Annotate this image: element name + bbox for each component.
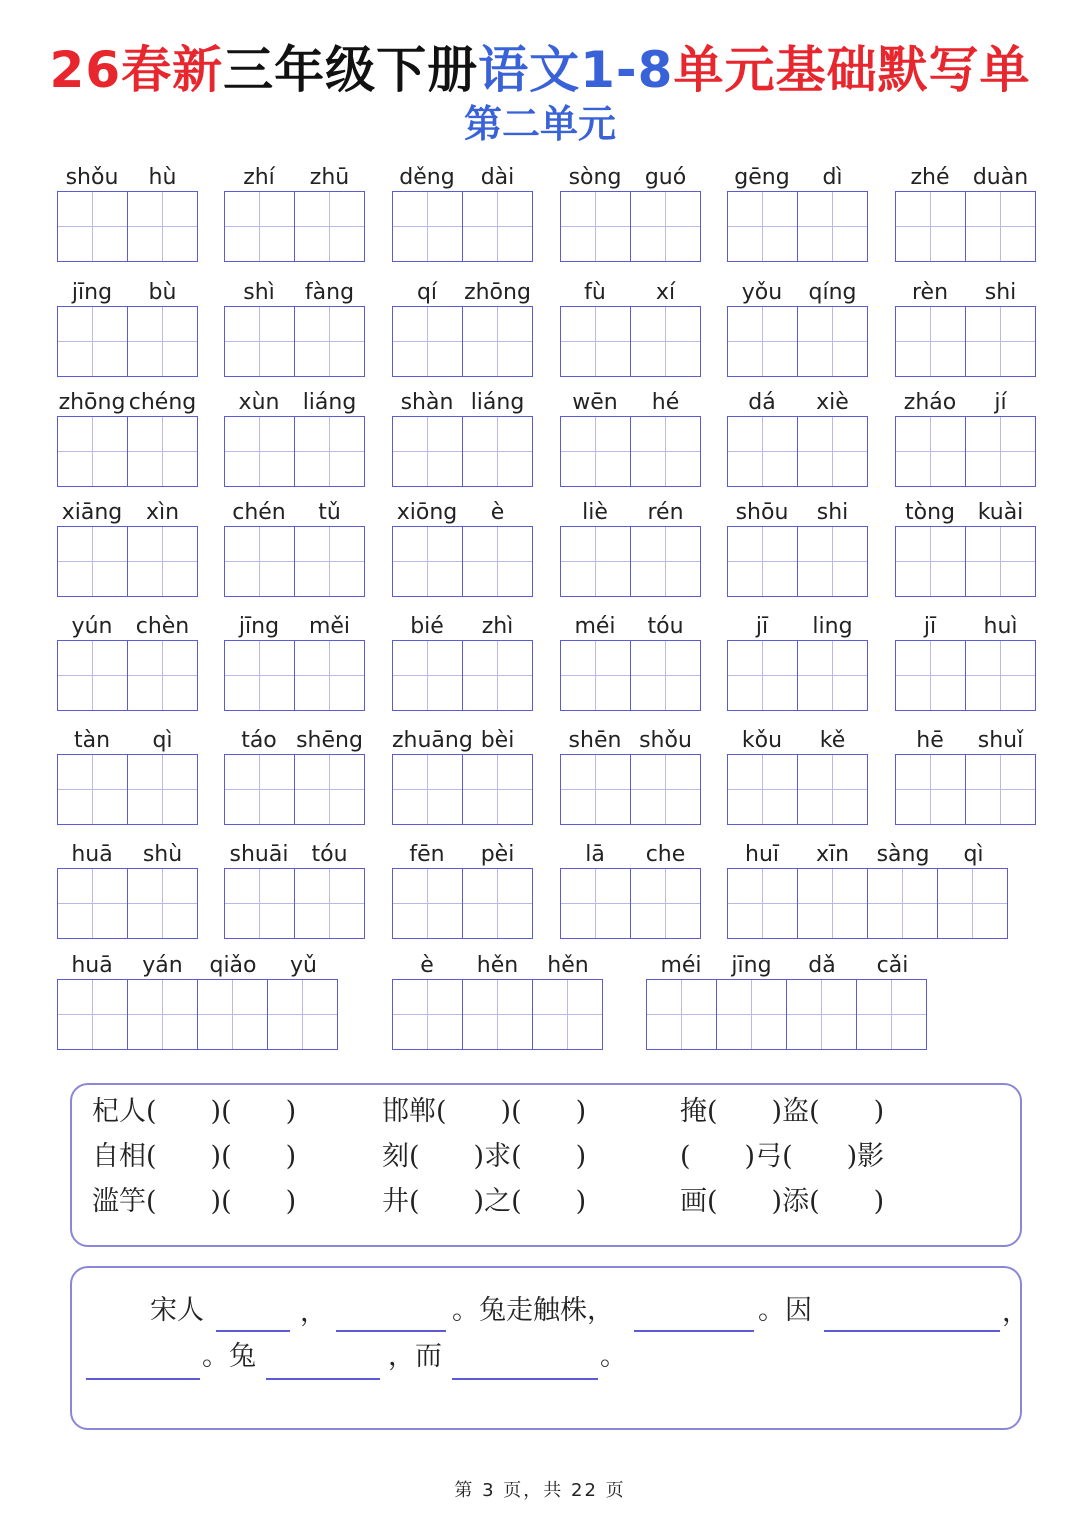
pinyin-syllable: dài bbox=[480, 165, 515, 190]
pinyin-syllable: qì bbox=[963, 842, 984, 867]
pinyin-syllable: wēn bbox=[572, 390, 618, 415]
story-blank[interactable] bbox=[216, 1330, 290, 1332]
writing-box[interactable] bbox=[561, 192, 631, 261]
pinyin-syllable: fù bbox=[584, 280, 606, 305]
pinyin-syllable: zhū bbox=[309, 165, 350, 190]
pinyin-syllable: měi bbox=[308, 614, 351, 639]
pinyin-syllable: xìn bbox=[145, 500, 180, 525]
pinyin-syllable: ling bbox=[812, 614, 853, 639]
pinyin-syllable: xiè bbox=[816, 390, 849, 415]
pinyin-syllable: méi bbox=[660, 953, 702, 978]
writing-box[interactable] bbox=[798, 307, 867, 376]
writing-box[interactable] bbox=[295, 192, 364, 261]
pinyin-syllable: jīng bbox=[71, 280, 113, 305]
pinyin-syllable: tòng bbox=[905, 500, 955, 525]
writing-box[interactable] bbox=[393, 755, 463, 824]
writing-box[interactable] bbox=[393, 641, 463, 710]
story-fill-box bbox=[70, 1266, 1029, 1430]
pinyin-syllable: jīng bbox=[731, 953, 772, 978]
pinyin-syllable: hěn bbox=[547, 953, 589, 978]
writing-box[interactable] bbox=[647, 980, 717, 1049]
pinyin-syllable: jīng bbox=[238, 614, 280, 639]
writing-box[interactable] bbox=[128, 869, 197, 938]
writing-box[interactable] bbox=[128, 755, 197, 824]
writing-box[interactable] bbox=[966, 641, 1035, 710]
writing-box[interactable] bbox=[561, 527, 631, 596]
story-text: 。 bbox=[600, 1341, 627, 1372]
pinyin-syllable: xiāng bbox=[61, 500, 123, 525]
idiom-item[interactable]: 自相( )( ) bbox=[92, 1141, 297, 1172]
pinyin-syllable: dǎ bbox=[808, 953, 836, 978]
writing-box[interactable] bbox=[798, 192, 867, 261]
writing-box[interactable] bbox=[225, 641, 295, 710]
writing-box[interactable] bbox=[966, 417, 1035, 486]
pinyin-syllable: qiǎo bbox=[209, 953, 257, 978]
pinyin-syllable: fàng bbox=[304, 280, 355, 305]
writing-box[interactable] bbox=[58, 641, 128, 710]
title-part-3: 语文1-8 bbox=[478, 41, 674, 99]
pinyin-syllable: tóu bbox=[647, 614, 684, 639]
pinyin-syllable: gēng bbox=[734, 165, 790, 190]
idiom-item[interactable]: 滥竽( )( ) bbox=[92, 1186, 297, 1217]
writing-box[interactable] bbox=[268, 980, 337, 1049]
pinyin-syllable: shì bbox=[243, 280, 275, 305]
writing-box[interactable] bbox=[295, 307, 364, 376]
writing-box[interactable] bbox=[225, 417, 295, 486]
writing-box[interactable] bbox=[717, 980, 787, 1049]
writing-box[interactable] bbox=[393, 869, 463, 938]
writing-box[interactable] bbox=[561, 641, 631, 710]
idiom-fill-box bbox=[70, 1083, 1022, 1247]
writing-box[interactable] bbox=[631, 869, 700, 938]
writing-box[interactable] bbox=[393, 980, 463, 1049]
idiom-item[interactable]: 画( )添( ) bbox=[680, 1186, 885, 1217]
writing-box[interactable] bbox=[728, 641, 798, 710]
pinyin-syllable: sàng bbox=[876, 842, 930, 867]
writing-box[interactable] bbox=[463, 641, 532, 710]
story-blank[interactable] bbox=[824, 1330, 1000, 1332]
writing-box[interactable] bbox=[631, 527, 700, 596]
writing-box[interactable] bbox=[463, 307, 532, 376]
writing-box[interactable] bbox=[631, 192, 700, 261]
pinyin-syllable: huī bbox=[745, 842, 779, 867]
writing-box[interactable] bbox=[58, 869, 128, 938]
writing-box[interactable] bbox=[128, 980, 198, 1049]
pinyin-syllable: shǒu bbox=[65, 165, 119, 190]
pinyin-syllable: chèn bbox=[135, 614, 190, 639]
pinyin-syllable: jī bbox=[923, 614, 937, 639]
story-text: 宋人 bbox=[150, 1295, 204, 1326]
writing-box[interactable] bbox=[225, 307, 295, 376]
story-text: 。因 bbox=[758, 1295, 812, 1326]
pinyin-syllable: rèn bbox=[911, 280, 949, 305]
pinyin-syllable: che bbox=[645, 842, 686, 867]
pinyin-syllable: zhé bbox=[910, 165, 950, 190]
writing-box[interactable] bbox=[561, 417, 631, 486]
pinyin-syllable: dì bbox=[822, 165, 843, 190]
writing-box[interactable] bbox=[631, 641, 700, 710]
writing-box[interactable] bbox=[728, 527, 798, 596]
pinyin-syllable: zhuāng bbox=[392, 728, 473, 753]
pinyin-syllable: chéng bbox=[128, 390, 197, 415]
writing-box[interactable] bbox=[728, 307, 798, 376]
writing-box[interactable] bbox=[393, 417, 463, 486]
pinyin-syllable: táo bbox=[241, 728, 277, 753]
writing-box[interactable] bbox=[631, 755, 700, 824]
pinyin-syllable: kuài bbox=[977, 500, 1024, 525]
title-part-4: 单元基础默写单 bbox=[673, 41, 1031, 99]
pinyin-syllable: zhì bbox=[481, 614, 514, 639]
writing-box[interactable] bbox=[966, 307, 1035, 376]
pinyin-syllable: yǒu bbox=[741, 280, 783, 305]
writing-box[interactable] bbox=[728, 192, 798, 261]
writing-box[interactable] bbox=[966, 527, 1035, 596]
story-text: ，而 bbox=[388, 1341, 442, 1372]
story-blank[interactable] bbox=[86, 1378, 200, 1380]
writing-box[interactable] bbox=[393, 192, 463, 261]
pinyin-syllable: jī bbox=[755, 614, 769, 639]
writing-box[interactable] bbox=[728, 869, 798, 938]
writing-box[interactable] bbox=[798, 755, 867, 824]
pinyin-syllable: yǔ bbox=[290, 953, 317, 978]
writing-box[interactable] bbox=[787, 980, 857, 1049]
pinyin-syllable: sòng bbox=[568, 165, 622, 190]
story-blank[interactable] bbox=[336, 1330, 446, 1332]
pinyin-syllable: qí bbox=[416, 280, 438, 305]
pinyin-syllable: guó bbox=[644, 165, 687, 190]
idiom-item[interactable]: 邯郸( )( ) bbox=[382, 1096, 587, 1127]
writing-box[interactable] bbox=[225, 527, 295, 596]
writing-box[interactable] bbox=[798, 641, 867, 710]
writing-box[interactable] bbox=[295, 755, 364, 824]
pinyin-syllable: shù bbox=[142, 842, 183, 867]
pinyin-syllable: shi bbox=[984, 280, 1017, 305]
writing-box[interactable] bbox=[58, 527, 128, 596]
writing-box[interactable] bbox=[728, 755, 798, 824]
pinyin-syllable: shàn bbox=[400, 390, 454, 415]
story-blank[interactable] bbox=[266, 1378, 380, 1380]
page-footer: 第 3 页，共 22 页 bbox=[454, 1480, 626, 1501]
writing-box[interactable] bbox=[896, 641, 966, 710]
pinyin-syllable: bié bbox=[410, 614, 444, 639]
idiom-item[interactable]: 刻( )求( ) bbox=[382, 1141, 587, 1172]
pinyin-syllable: xùn bbox=[238, 390, 280, 415]
idiom-item[interactable]: 井( )之( ) bbox=[382, 1186, 587, 1217]
pinyin-syllable: yán bbox=[142, 953, 183, 978]
writing-box[interactable] bbox=[463, 527, 532, 596]
writing-box[interactable] bbox=[198, 980, 268, 1049]
pinyin-syllable: è bbox=[420, 953, 434, 978]
pinyin-syllable: kǒu bbox=[741, 728, 783, 753]
pinyin-syllable: liáng bbox=[470, 390, 525, 415]
writing-box[interactable] bbox=[58, 192, 128, 261]
writing-box[interactable] bbox=[128, 192, 197, 261]
pinyin-syllable: kě bbox=[819, 728, 846, 753]
pinyin-syllable: hé bbox=[651, 390, 680, 415]
writing-box[interactable] bbox=[128, 417, 197, 486]
pinyin-syllable: xí bbox=[655, 280, 676, 305]
pinyin-syllable: qì bbox=[152, 728, 173, 753]
pinyin-syllable: zhí bbox=[243, 165, 275, 190]
pinyin-syllable: lā bbox=[585, 842, 605, 867]
pinyin-syllable: è bbox=[490, 500, 505, 525]
pinyin-syllable: shuāi bbox=[229, 842, 289, 867]
pinyin-syllable: huā bbox=[71, 953, 113, 978]
pinyin-syllable: hù bbox=[148, 165, 177, 190]
writing-box[interactable] bbox=[58, 307, 128, 376]
writing-box[interactable] bbox=[966, 755, 1035, 824]
writing-box[interactable] bbox=[58, 755, 128, 824]
pinyin-syllable: tǔ bbox=[318, 500, 341, 525]
writing-box[interactable] bbox=[463, 192, 532, 261]
pinyin-syllable: huì bbox=[983, 614, 1018, 639]
writing-box[interactable] bbox=[561, 869, 631, 938]
writing-box[interactable] bbox=[58, 980, 128, 1049]
pinyin-syllable: xīn bbox=[815, 842, 850, 867]
writing-box[interactable] bbox=[868, 869, 938, 938]
writing-box[interactable] bbox=[463, 980, 533, 1049]
pinyin-syllable: jí bbox=[994, 390, 1007, 415]
writing-box[interactable] bbox=[857, 980, 926, 1049]
writing-box[interactable] bbox=[463, 755, 532, 824]
pinyin-syllable: duàn bbox=[972, 165, 1029, 190]
pinyin-syllable: zhōng bbox=[464, 280, 531, 305]
writing-box[interactable] bbox=[798, 869, 868, 938]
writing-box[interactable] bbox=[58, 417, 128, 486]
pinyin-syllable: zhōng bbox=[58, 390, 126, 415]
writing-box[interactable] bbox=[225, 755, 295, 824]
pinyin-syllable: huā bbox=[71, 842, 113, 867]
pinyin-syllable: shēng bbox=[296, 728, 363, 753]
story-text: ， bbox=[300, 1297, 327, 1328]
pinyin-syllable: xiōng bbox=[396, 500, 458, 525]
idiom-item[interactable]: 杞人( )( ) bbox=[92, 1096, 297, 1127]
pinyin-syllable: shi bbox=[816, 500, 849, 525]
writing-box[interactable] bbox=[631, 307, 700, 376]
writing-box[interactable] bbox=[128, 527, 197, 596]
pinyin-syllable: shōu bbox=[735, 500, 789, 525]
writing-box[interactable] bbox=[728, 417, 798, 486]
writing-box[interactable] bbox=[896, 192, 966, 261]
pinyin-syllable: tàn bbox=[73, 728, 111, 753]
writing-box[interactable] bbox=[896, 755, 966, 824]
writing-box[interactable] bbox=[295, 869, 364, 938]
writing-box[interactable] bbox=[896, 307, 966, 376]
pinyin-syllable: liáng bbox=[302, 390, 357, 415]
writing-box[interactable] bbox=[463, 869, 532, 938]
pinyin-syllable: fēn bbox=[409, 842, 445, 867]
story-text: ， bbox=[1002, 1297, 1029, 1328]
pinyin-syllable: méi bbox=[574, 614, 616, 639]
writing-box[interactable] bbox=[393, 527, 463, 596]
pinyin-syllable: dá bbox=[748, 390, 776, 415]
writing-box[interactable] bbox=[966, 192, 1035, 261]
pinyin-syllable: tóu bbox=[311, 842, 348, 867]
pinyin-syllable: bèi bbox=[480, 728, 515, 753]
writing-box[interactable] bbox=[896, 417, 966, 486]
writing-box[interactable] bbox=[938, 869, 1007, 938]
writing-box[interactable] bbox=[128, 641, 197, 710]
story-blank[interactable] bbox=[634, 1330, 754, 1332]
title-part-2: 三年级下册 bbox=[223, 41, 479, 99]
pinyin-syllable: pèi bbox=[480, 842, 515, 867]
pinyin-syllable: hěn bbox=[476, 953, 519, 978]
pinyin-syllable: děng bbox=[399, 165, 455, 190]
pinyin-syllable: yún bbox=[71, 614, 113, 639]
pinyin-syllable: shǒu bbox=[639, 728, 692, 753]
writing-box[interactable] bbox=[798, 527, 867, 596]
writing-box[interactable] bbox=[225, 869, 295, 938]
pinyin-syllable: chén bbox=[232, 500, 286, 525]
pinyin-syllable: bù bbox=[148, 280, 177, 305]
idiom-item[interactable]: 掩( )盗( ) bbox=[680, 1096, 885, 1127]
pinyin-syllable: shēn bbox=[568, 728, 622, 753]
pinyin-syllable: cǎi bbox=[876, 953, 909, 978]
writing-box[interactable] bbox=[225, 192, 295, 261]
writing-box[interactable] bbox=[393, 307, 463, 376]
writing-box[interactable] bbox=[561, 755, 631, 824]
writing-box[interactable] bbox=[128, 307, 197, 376]
pinyin-syllable: qíng bbox=[808, 280, 857, 305]
title-part-1: 26春新 bbox=[49, 41, 224, 99]
writing-box[interactable] bbox=[631, 417, 700, 486]
writing-box[interactable] bbox=[463, 417, 532, 486]
writing-box[interactable] bbox=[896, 527, 966, 596]
writing-box[interactable] bbox=[561, 307, 631, 376]
writing-box[interactable] bbox=[798, 417, 867, 486]
story-text: 。兔 bbox=[202, 1341, 256, 1372]
pinyin-syllable: rén bbox=[647, 500, 684, 525]
writing-box[interactable] bbox=[295, 417, 364, 486]
writing-box[interactable] bbox=[295, 527, 364, 596]
pinyin-syllable: liè bbox=[582, 500, 608, 525]
writing-box[interactable] bbox=[295, 641, 364, 710]
pinyin-syllable: shuǐ bbox=[977, 728, 1024, 753]
story-blank[interactable] bbox=[452, 1378, 598, 1380]
pinyin-syllable: hē bbox=[916, 728, 944, 753]
idiom-item[interactable]: ( )弓( )影 bbox=[680, 1141, 885, 1172]
writing-box[interactable] bbox=[533, 980, 602, 1049]
story-text: 。兔走触株， bbox=[452, 1295, 614, 1326]
unit-subtitle: 第二单元 bbox=[463, 102, 616, 146]
pinyin-syllable: zháo bbox=[903, 390, 957, 415]
